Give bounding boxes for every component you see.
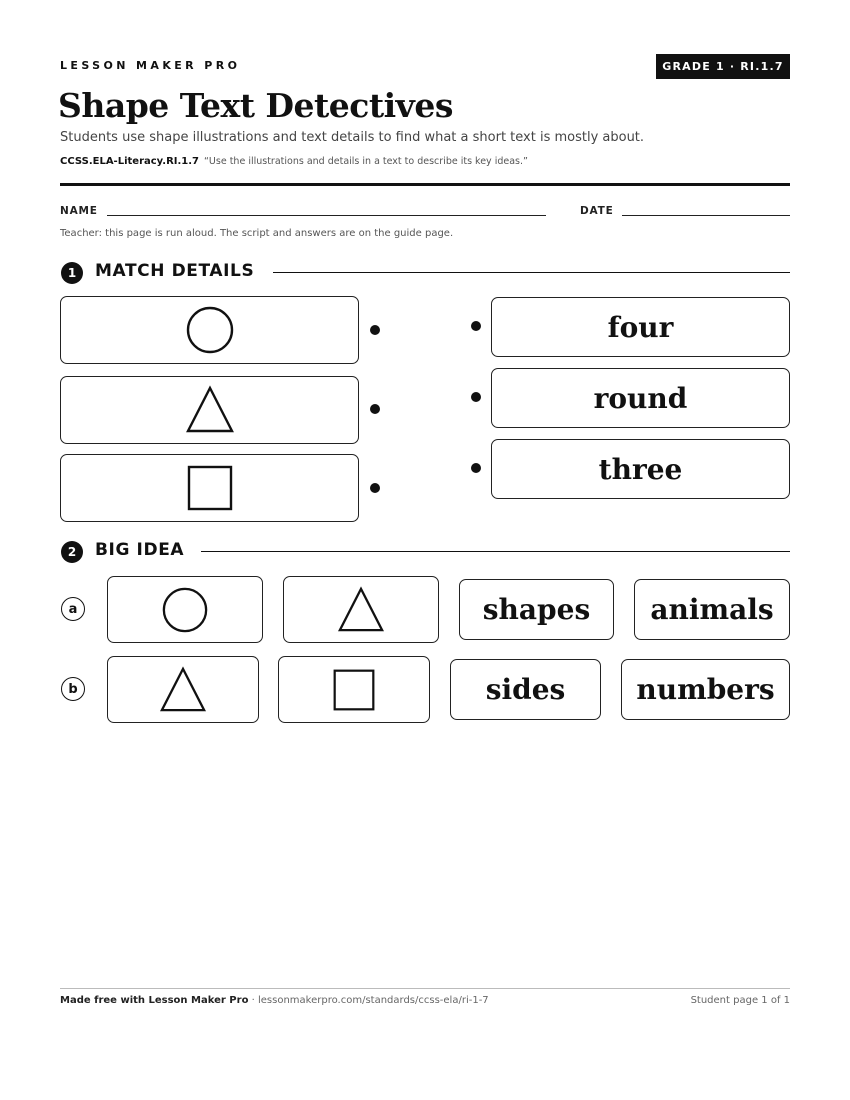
big-idea-choice: shapes (482, 593, 591, 626)
big-idea-choice: sides (485, 673, 566, 706)
section-2-title: BIG IDEA (95, 540, 185, 560)
section-2-rule (201, 551, 790, 552)
square-icon (331, 667, 377, 713)
date-field[interactable] (622, 215, 790, 216)
match-dot-right[interactable] (471, 392, 481, 402)
footer-made-with: Made free with Lesson Maker Pro (60, 995, 249, 1006)
name-label: NAME (60, 205, 98, 217)
big-idea-choice-card[interactable] (621, 659, 790, 720)
big-idea-shape-card (107, 576, 263, 643)
match-word: three (598, 452, 683, 486)
big-idea-choice-card[interactable] (459, 579, 614, 640)
match-dot-right[interactable] (471, 463, 481, 473)
footer-url[interactable]: lessonmakerpro.com/standards/ccss-ela/ri-1-7 (257, 995, 489, 1006)
big-idea-shape-card (278, 656, 430, 723)
standard-quote: “Use the illustrations and details in a text to describe its key ideas.” (204, 156, 528, 167)
big-idea-choice-card[interactable] (450, 659, 601, 720)
square-icon (185, 463, 235, 513)
footer-page-number: Student page 1 of 1 (690, 995, 790, 1006)
standard-code: CCSS.ELA-Literacy.RI.1.7 (60, 156, 200, 167)
match-dot-left[interactable] (370, 325, 380, 335)
match-word-card (491, 439, 790, 499)
circle-icon (185, 305, 235, 355)
big-idea-shape-card (107, 656, 259, 723)
big-idea-choice: animals (650, 593, 774, 626)
big-idea-choice-card[interactable] (634, 579, 790, 640)
grade-badge: GRADE 1 · RI.1.7 (656, 54, 790, 79)
big-idea-choice: numbers (636, 673, 775, 706)
brand-name: LESSON MAKER PRO (60, 59, 241, 72)
match-dot-left[interactable] (370, 483, 380, 493)
date-label: DATE (580, 205, 614, 217)
match-word: round (593, 381, 688, 415)
section-2-number: 2 (61, 541, 83, 563)
name-field[interactable] (107, 215, 546, 216)
triangle-icon (337, 586, 385, 634)
match-word-card (491, 368, 790, 428)
header-divider (60, 183, 790, 186)
footer-divider (60, 988, 790, 989)
footer-credit (60, 995, 489, 1006)
teacher-note: Teacher: this page is run aloud. The script and answers are on the guide page. (60, 228, 454, 239)
option-letter-b[interactable]: b (61, 677, 85, 701)
triangle-icon (185, 385, 235, 435)
circle-icon (161, 586, 209, 634)
section-1-rule (273, 272, 790, 273)
match-shape-card (60, 454, 359, 522)
match-dot-left[interactable] (370, 404, 380, 414)
match-dot-right[interactable] (471, 321, 481, 331)
triangle-icon (159, 666, 207, 714)
match-word: four (607, 310, 674, 344)
footer-separator: · (248, 995, 258, 1006)
page-subtitle: Students use shape illustrations and text details to find what a short text is mostly about. (60, 130, 645, 145)
match-shape-card (60, 296, 359, 364)
standard-line (60, 156, 528, 167)
big-idea-shape-card (283, 576, 439, 643)
section-1-number: 1 (61, 262, 83, 284)
match-word-card (491, 297, 790, 357)
match-shape-card (60, 376, 359, 444)
option-letter-a[interactable]: a (61, 597, 85, 621)
page-title: Shape Text Detectives (58, 86, 453, 125)
section-1-title: MATCH DETAILS (95, 261, 255, 281)
